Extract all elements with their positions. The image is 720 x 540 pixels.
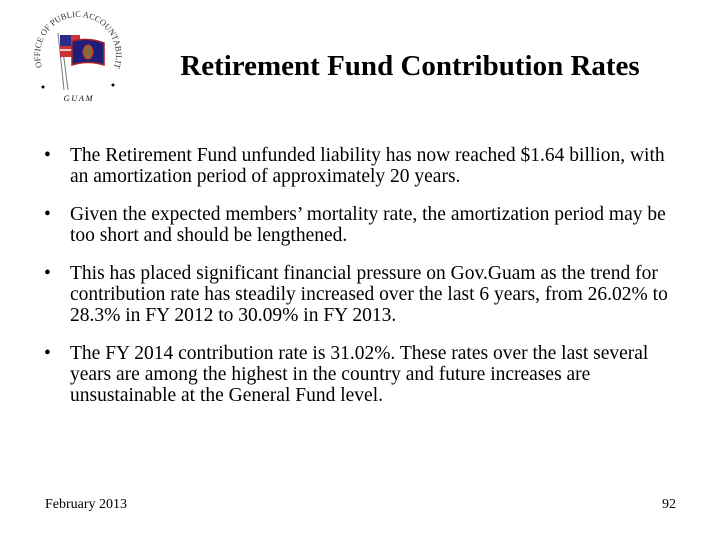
bullet-icon: • <box>44 343 51 364</box>
bullet-text: This has placed significant financial pressure on Gov.Guam as the trend for contribution rate has steadily increased over the last 6 years, from 26.02% to 28.3% in FY 2012 to 30.09% in FY 2013. <box>70 263 668 326</box>
bullet-text: The Retirement Fund unfunded liability has now reached $1.64 billion, with an amortization period of approximately 20 years. <box>70 145 665 187</box>
bullet-item <box>44 204 684 246</box>
svg-text:OFFICE OF PUBLIC ACCOUNTABILIT: OFFICE OF PUBLIC ACCOUNTABILIT <box>31 8 125 71</box>
slide-title: Retirement Fund Contribution Rates <box>180 50 640 82</box>
bullet-item <box>44 145 684 187</box>
office-of-public-accountability-logo <box>28 5 128 105</box>
svg-text:G U A M: G U A M <box>63 94 93 103</box>
bullet-text: The FY 2014 contribution rate is 31.02%. These rates over the last several years are among the highest in the country and future increases are unsustainable at the General Fund level. <box>70 343 649 406</box>
bullet-list <box>44 145 684 423</box>
footer-date: February 2013 <box>45 497 128 512</box>
bullet-text: Given the expected members’ mortality rate, the amortization period may be too short and should be lengthened. <box>70 204 666 246</box>
bullet-item <box>44 263 684 326</box>
bullet-icon: • <box>44 204 51 225</box>
bullet-item <box>44 343 684 406</box>
page-number: 92 <box>662 497 676 512</box>
bullet-icon: • <box>44 145 51 166</box>
bullet-icon: • <box>44 263 51 284</box>
